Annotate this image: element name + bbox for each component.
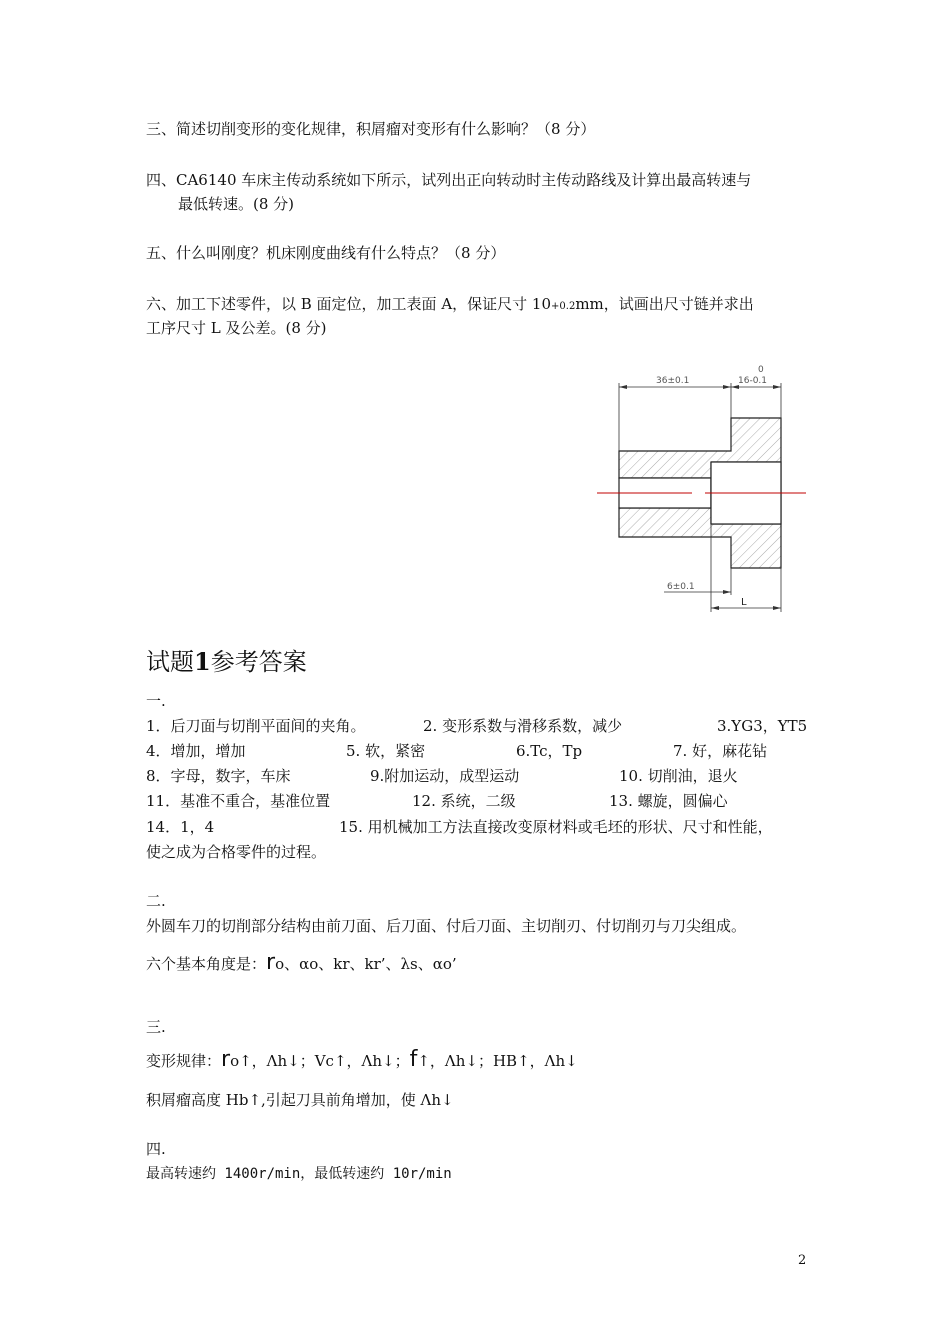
angle-r-symbol: r bbox=[266, 950, 276, 975]
section-3-label: 三. bbox=[146, 1018, 166, 1036]
answer-12: 12. 系统，二级 bbox=[412, 792, 516, 810]
answer-2: 2. 变形系数与滑移系数，减少 bbox=[423, 717, 623, 735]
section-3-line-1 bbox=[146, 1047, 578, 1072]
answer-9: 9.附加运动，成型运动 bbox=[370, 767, 520, 785]
question-6-text-b: mm，试画出尺寸链并求出 bbox=[575, 295, 754, 313]
answer-8: 8．字母，数字，车床 bbox=[146, 767, 291, 785]
answer-15: 15. 用机械加工方法直接改变原材料或毛坯的形状、尺寸和性能， bbox=[339, 818, 773, 836]
question-4-line-2: 最低转速。(8 分) bbox=[178, 195, 295, 213]
answer-7: 7. 好，麻花钻 bbox=[673, 742, 768, 760]
answer-6: 6.Tc，Tp bbox=[516, 742, 583, 760]
section-2-angles bbox=[146, 950, 457, 975]
answer-13: 13. 螺旋，圆偏心 bbox=[609, 792, 728, 810]
question-5: 五、什么叫刚度？机床刚度曲线有什么特点？（8 分） bbox=[146, 244, 506, 262]
question-6-text-a: 六、加工下述零件，以 B 面定位，加工表面 A，保证尺寸 10 bbox=[146, 295, 552, 313]
deform-part-b: ↑，Λh↓；HB↑，Λh↓ bbox=[417, 1052, 578, 1070]
dimension-L: L bbox=[741, 597, 747, 608]
section-1-label: 一. bbox=[146, 692, 166, 710]
deform-f-symbol: f bbox=[409, 1047, 418, 1072]
question-3: 三、简述切削变形的变化规律，积屑瘤对变形有什么影响？（8 分） bbox=[146, 120, 596, 138]
section-2-text: 外圆车刀的切削部分结构由前刀面、后刀面、付后刀面、主切削刃、付切削刃与刀尖组成。 bbox=[146, 917, 747, 935]
answer-4: 4．增加，增加 bbox=[146, 742, 246, 760]
question-6-line-2: 工序尺寸 L 及公差。(8 分) bbox=[146, 319, 327, 337]
deform-r-symbol: r bbox=[221, 1047, 231, 1072]
answer-11: 11．基准不重合，基准位置 bbox=[146, 792, 331, 810]
dimension-16-upper: 0 bbox=[758, 365, 764, 375]
dimension-6: 6±0.1 bbox=[667, 582, 695, 592]
answer-15-cont: 使之成为合格零件的过程。 bbox=[146, 843, 327, 861]
section-4-label: 四. bbox=[146, 1140, 166, 1158]
answer-10: 10. 切削油，退火 bbox=[619, 767, 738, 785]
answer-title-post: 参考答案 bbox=[210, 648, 307, 676]
deform-part-a: o↑，Λh↓；Vc↑，Λh↓； bbox=[230, 1052, 410, 1070]
answer-5: 5. 软，紧密 bbox=[346, 742, 426, 760]
question-4-line-1: 四、CA6140 车床主传动系统如下所示，试列出正向转动时主传动路线及计算出最高转速与 bbox=[146, 171, 752, 189]
answer-title bbox=[146, 642, 307, 677]
section-3-line-2: 积屑瘤高度 Hb↑,引起刀具前角增加，使 Λh↓ bbox=[146, 1091, 454, 1109]
dimension-16: 16-0.1 bbox=[738, 376, 768, 386]
dimension-36: 36±0.1 bbox=[656, 376, 690, 386]
answer-3: 3.YG3，YT5 bbox=[717, 717, 808, 735]
page-number: 2 bbox=[798, 1253, 807, 1268]
answer-1: 1．后刀面与切削平面间的夹角。 bbox=[146, 717, 366, 735]
answer-14: 14．1，4 bbox=[146, 818, 215, 836]
angles-list: o、αo、kr、kr’、λs、αo’ bbox=[275, 955, 457, 973]
answer-title-pre: 试题 bbox=[146, 648, 194, 676]
section-4-text: 最高转速约 1400r/min，最低转速约 10r/min bbox=[146, 1166, 452, 1182]
angles-prefix: 六个基本角度是： bbox=[146, 955, 267, 973]
answer-title-number: 1 bbox=[194, 647, 211, 676]
question-6-tolerance: +0.2 bbox=[551, 301, 576, 312]
deform-prefix: 变形规律： bbox=[146, 1052, 222, 1070]
section-2-label: 二. bbox=[146, 892, 166, 910]
